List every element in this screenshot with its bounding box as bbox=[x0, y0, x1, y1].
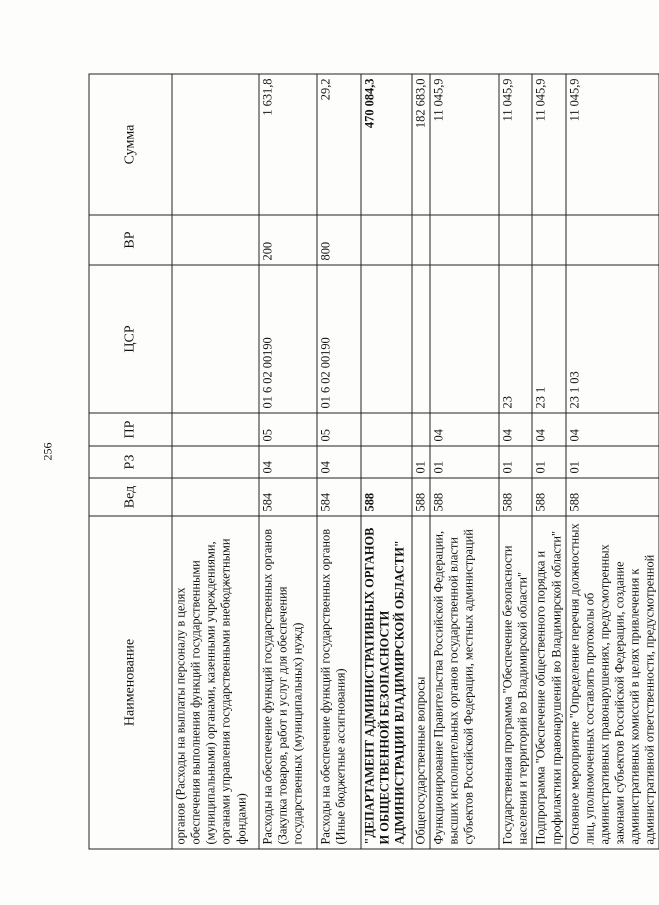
cell-vr bbox=[499, 215, 532, 265]
cell-vr bbox=[361, 215, 412, 265]
cell-rz: 01 bbox=[499, 446, 532, 478]
cell-name: "ДЕПАРТАМЕНТ АДМИНИСТРАТИВНЫХ ОРГАНОВ И ОБЩЕСТВЕННОЙ БЕЗОПАСНОСТИ АДМИНИСТРАЦИИ ВЛАДИМИРСКОЙ ОБЛАСТИ" bbox=[361, 516, 412, 849]
cell-sum: 11 045,9 bbox=[565, 74, 659, 215]
cell-vr: 200 bbox=[259, 215, 317, 265]
cell-vr bbox=[532, 215, 565, 265]
cell-sum: 11 045,9 bbox=[430, 74, 499, 215]
cell-vr bbox=[412, 215, 430, 265]
cell-csr: 23 1 03 bbox=[565, 265, 659, 413]
cell-vr: 800 bbox=[317, 215, 361, 265]
cell-name: Государственная программа "Обеспечение безопасности населения и территорий во Владимирской области" bbox=[499, 516, 532, 849]
table-row bbox=[412, 74, 430, 849]
cell-csr bbox=[172, 265, 259, 413]
cell-ved: 588 bbox=[565, 478, 659, 516]
cell-name: Расходы на обеспечение функций государственных органов (Закупка товаров, работ и услуг для обеспечения государственных (муниципальных) нужд) bbox=[259, 516, 317, 849]
cell-vr bbox=[172, 215, 259, 265]
cell-ved: 588 bbox=[361, 478, 412, 516]
table-row bbox=[430, 74, 499, 849]
cell-csr: 01 6 02 00190 bbox=[317, 265, 361, 413]
cell-rz: 04 bbox=[259, 446, 317, 478]
cell-rz: 04 bbox=[317, 446, 361, 478]
cell-rz bbox=[361, 446, 412, 478]
cell-sum: 1 631,8 bbox=[259, 74, 317, 215]
rotated-table-container bbox=[88, 75, 657, 850]
table-row bbox=[317, 74, 361, 849]
cell-rz: 01 bbox=[430, 446, 499, 478]
cell-name: Расходы на обеспечение функций государственных органов (Иные бюджетные ассигнования) bbox=[317, 516, 361, 849]
cell-name: Общегосударственные вопросы bbox=[412, 516, 430, 849]
cell-pr: 04 bbox=[499, 413, 532, 446]
cell-ved: 588 bbox=[412, 478, 430, 516]
header-vr: ВР bbox=[89, 215, 172, 265]
cell-pr bbox=[172, 413, 259, 446]
cell-pr: 04 bbox=[565, 413, 659, 446]
cell-name: Основное мероприятие "Определение перечня должностных лиц, уполномоченных составлять протоколы об административных правонарушениях, предусмотренных законами субъектов Российской Федерации, создание административных комиссий в целях привлечения к административной ответственности, предусмотренной bbox=[565, 516, 659, 849]
cell-pr bbox=[412, 413, 430, 446]
cell-pr bbox=[361, 413, 412, 446]
cell-sum: 11 045,9 bbox=[499, 74, 532, 215]
cell-sum: 182 683,0 bbox=[412, 74, 430, 215]
table-row bbox=[172, 74, 259, 849]
table-row bbox=[499, 74, 532, 849]
cell-pr: 05 bbox=[317, 413, 361, 446]
cell-csr bbox=[412, 265, 430, 413]
cell-pr: 05 bbox=[259, 413, 317, 446]
cell-name: Функционирование Правительства Российской Федерации, высших исполнительных органов государственной власти субъектов Российской Федерации, местных администраций bbox=[430, 516, 499, 849]
cell-vr bbox=[565, 215, 659, 265]
cell-rz: 01 bbox=[565, 446, 659, 478]
page-number: 256 bbox=[40, 442, 55, 461]
cell-rz: 01 bbox=[532, 446, 565, 478]
cell-pr: 04 bbox=[430, 413, 499, 446]
cell-csr: 23 1 bbox=[532, 265, 565, 413]
cell-csr bbox=[430, 265, 499, 413]
cell-name: Подпрограмма "Обеспечение общественного порядка и профилактики правонарушений во Владимирской области" bbox=[532, 516, 565, 849]
cell-ved: 584 bbox=[317, 478, 361, 516]
cell-ved: 588 bbox=[430, 478, 499, 516]
cell-sum: 470 084,3 bbox=[361, 74, 412, 215]
header-rz: РЗ bbox=[89, 446, 172, 478]
table-row bbox=[532, 74, 565, 849]
cell-sum bbox=[172, 74, 259, 215]
cell-csr bbox=[361, 265, 412, 413]
header-ved: Вед bbox=[89, 478, 172, 516]
cell-csr: 01 6 02 00190 bbox=[259, 265, 317, 413]
table-row bbox=[361, 74, 412, 849]
cell-sum: 11 045,9 bbox=[532, 74, 565, 215]
table-row bbox=[565, 74, 659, 849]
cell-sum: 29,2 bbox=[317, 74, 361, 215]
cell-ved bbox=[172, 478, 259, 516]
cell-ved: 588 bbox=[532, 478, 565, 516]
header-sum: Сумма bbox=[89, 74, 172, 215]
header-name: Наименование bbox=[89, 516, 172, 849]
header-csr: ЦСР bbox=[89, 265, 172, 413]
cell-pr: 04 bbox=[532, 413, 565, 446]
table-header-row bbox=[89, 74, 172, 849]
cell-rz: 01 bbox=[412, 446, 430, 478]
cell-name: органов (Расходы на выплаты персоналу в целях обеспечения выполнения функций государственными (муниципальными) органами, казенными учреждениями, органами управления государственными внебюджетными фондами) bbox=[172, 516, 259, 849]
table-row bbox=[259, 74, 317, 849]
cell-ved: 584 bbox=[259, 478, 317, 516]
budget-table bbox=[88, 74, 659, 850]
cell-rz bbox=[172, 446, 259, 478]
cell-csr: 23 bbox=[499, 265, 532, 413]
cell-ved: 588 bbox=[499, 478, 532, 516]
cell-vr bbox=[430, 215, 499, 265]
header-pr: ПР bbox=[89, 413, 172, 446]
